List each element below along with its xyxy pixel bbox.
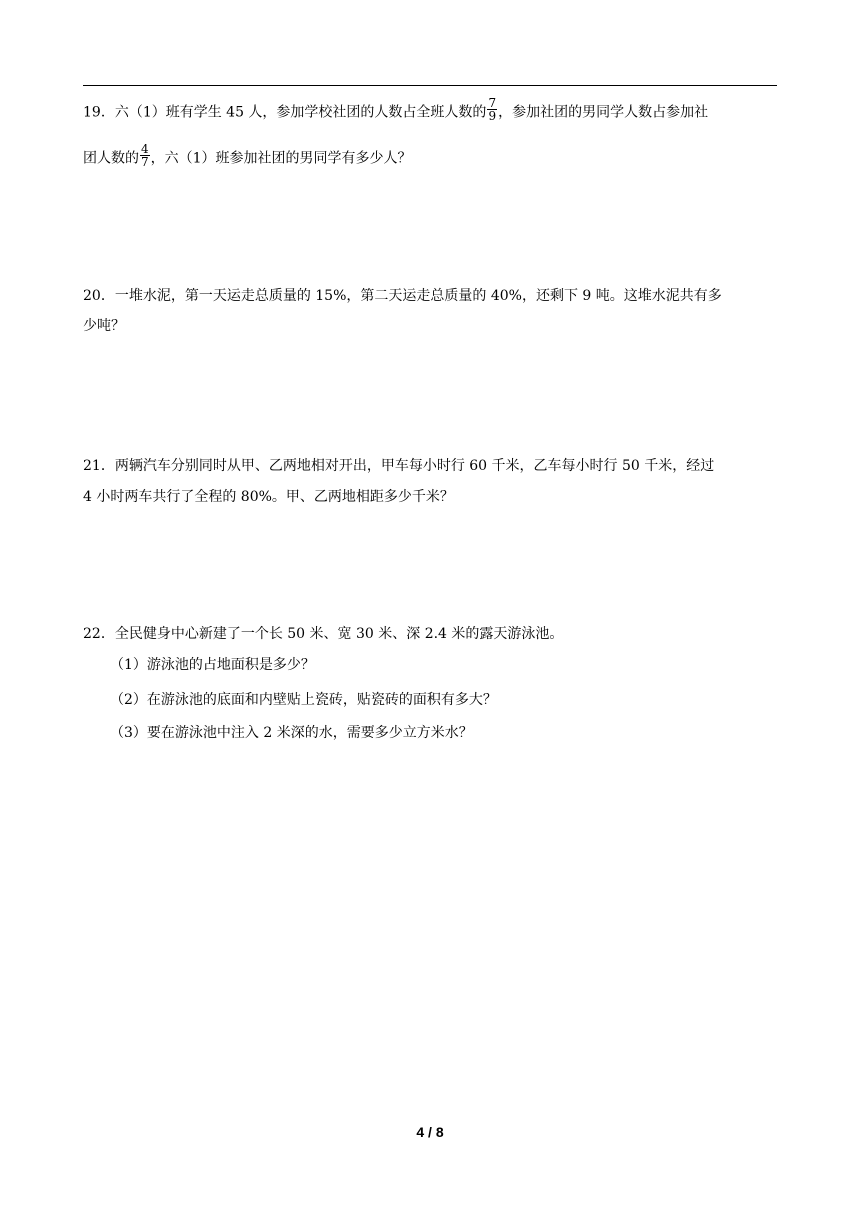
question-19-line-1: [83, 96, 777, 125]
question-22-part-1: （1）游泳池的占地面积是多少？: [110, 657, 315, 673]
header-rule: [83, 85, 777, 86]
question-20-line-2: 少吨？: [83, 318, 125, 334]
question-19-text-c: 团人数的: [83, 150, 139, 167]
question-21-line-1: 21．两辆汽车分别同时从甲、乙两地相对开出，甲车每小时行 60 千米，乙车每小时行 50 千米，经过: [83, 458, 715, 474]
question-22-part-3: （3）要在游泳池中注入 2 米深的水，需要多少立方米水？: [110, 725, 473, 741]
question-19-text-b: ，参加社团的男同学人数占参加社: [498, 104, 709, 121]
question-20-line-1: 20．一堆水泥，第一天运走总质量的 15%，第二天运走总质量的 40%，还剩下 9 吨。这堆水泥共有多: [83, 288, 722, 304]
question-22-part-2: （2）在游泳池的底面和内壁贴上瓷砖，贴瓷砖的面积有多大？: [110, 692, 497, 708]
question-19-line-2: [83, 142, 777, 171]
question-19-text-a: 19．六（1）班有学生 45 人，参加学校社团的人数占全班人数的: [83, 104, 487, 121]
question-22-line-1: 22．全民健身中心新建了一个长 50 米、宽 30 米、深 2.4 米的露天游泳池。: [83, 626, 564, 642]
fraction-four-sevenths: $\frac{4}{7}$: [141, 142, 149, 169]
page-number: 4 / 8: [416, 1124, 444, 1140]
fraction-seven-ninths: $\frac{7}{9}$: [488, 96, 497, 123]
question-19-text-d: ，六（1）班参加社团的男同学有多少人？: [150, 150, 412, 167]
question-21-line-2: 4 小时两车共行了全程的 80%。甲、乙两地相距多少千米？: [83, 489, 454, 505]
